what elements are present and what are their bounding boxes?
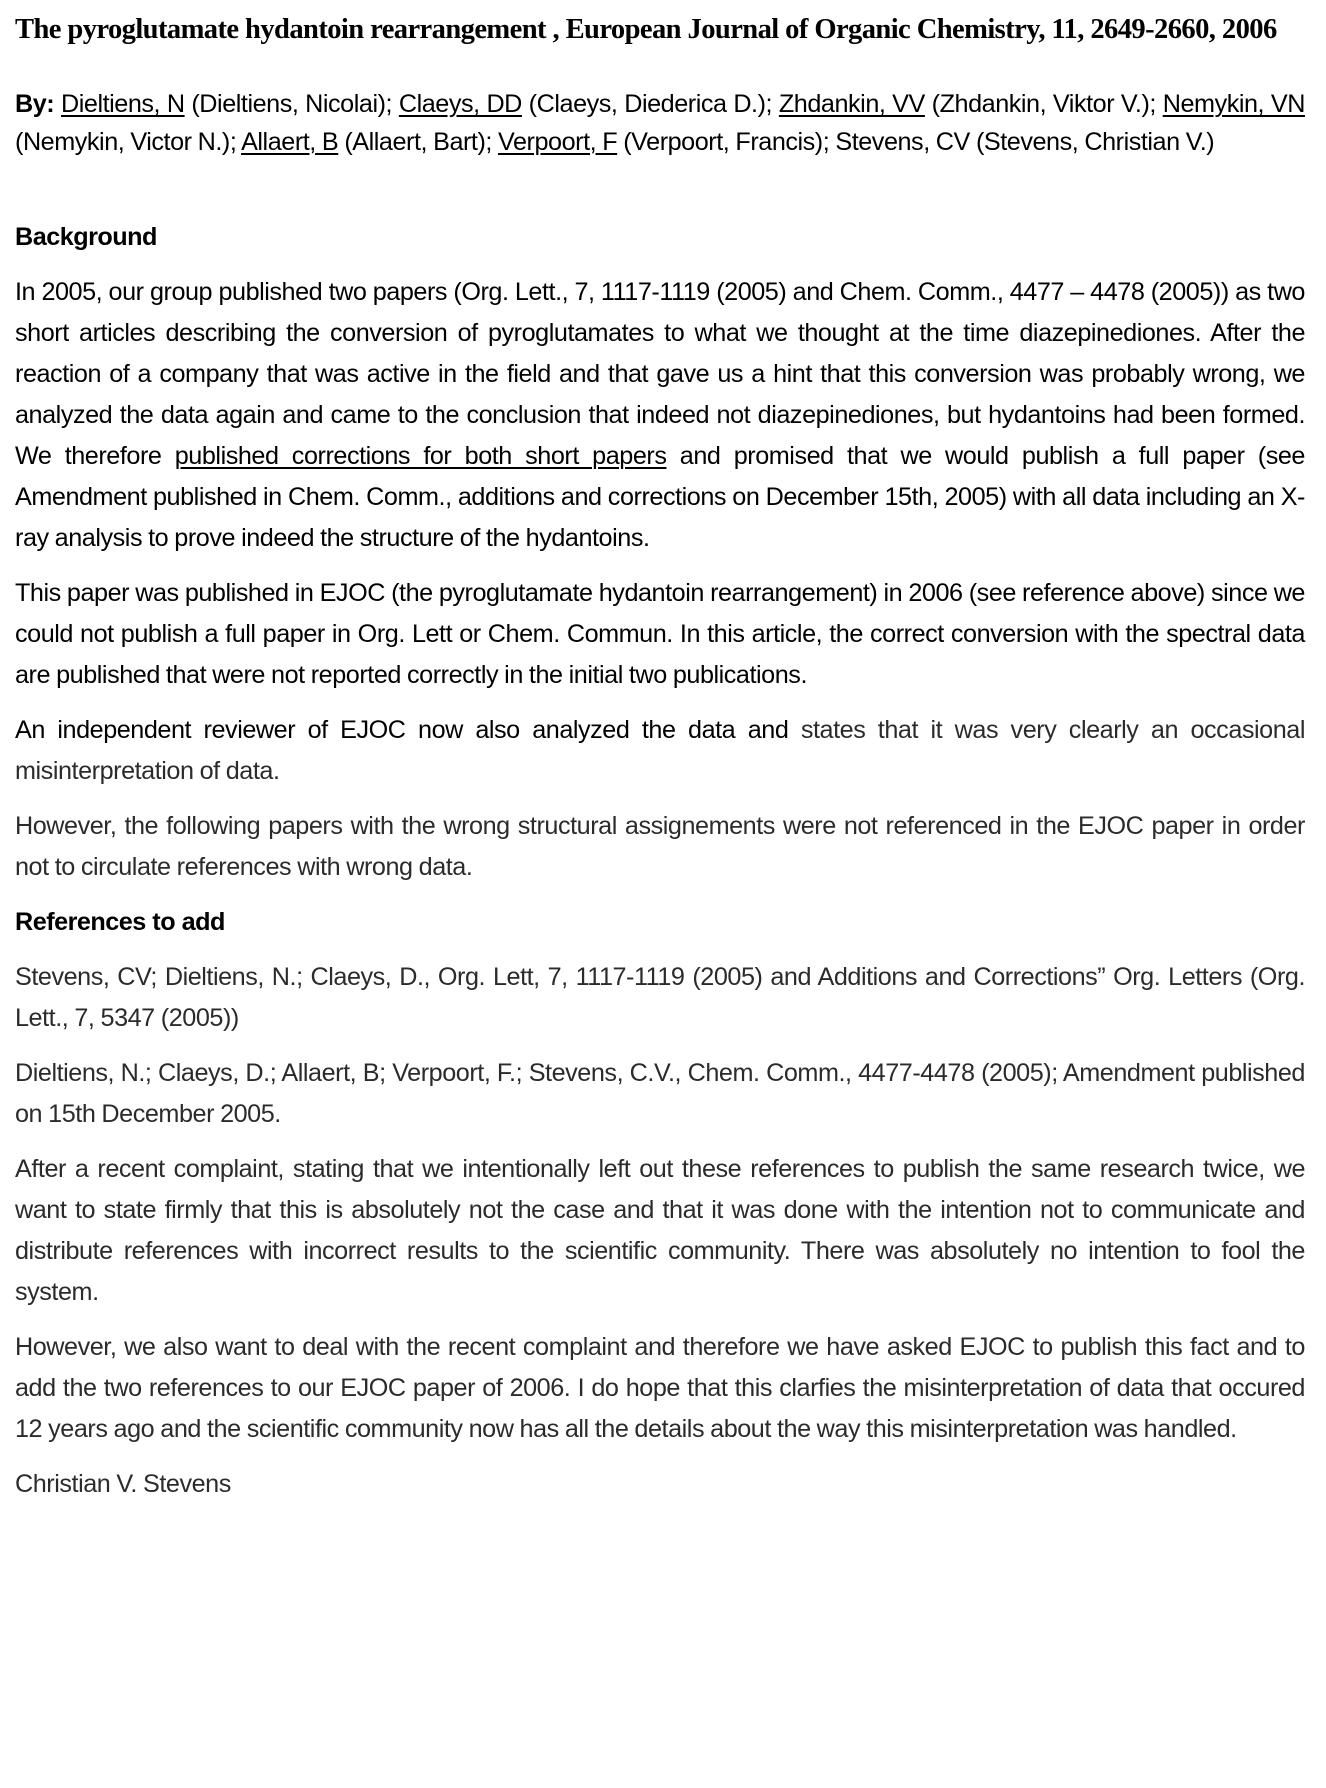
document-title: The pyroglutamate hydantoin rearrangement , European Journal of Organic Chemistry, 11, 2649-2660, 2006 bbox=[15, 13, 1277, 45]
closing-paragraph-2: However, we also want to deal with the recent complaint and therefore we have asked EJOC to publish this fact and to add the two references to our EJOC paper of 2006. I do hope that this clarfies the misinterpretation of data that occured 12 years ago and the scientific community now has all the details about the way this misinterpretation was handled. bbox=[15, 1333, 1305, 1443]
reference-item: Stevens, CV; Dieltiens, N.; Claeys, D., Org. Lett, 7, 1117-1119 (2005) and Additions and Corrections” Org. Letters (Org. Lett., 7, 5347 (2005)) bbox=[15, 963, 1305, 1032]
background-paragraph-3 bbox=[15, 710, 1305, 792]
author-fullname: (Zhdankin, Viktor V.); bbox=[924, 90, 1163, 118]
author-fullname: (Allaert, Bart); bbox=[338, 127, 499, 156]
author-link-zhdankin[interactable]: Zhdankin, VV bbox=[778, 90, 925, 118]
author-byline bbox=[15, 86, 1305, 161]
document-page bbox=[15, 12, 1305, 1505]
paragraph-text: In 2005, our group published two papers (Org. Lett., 7, 1117-1119 (2005) and Chem. Comm., 4477 – 4478 (2005)) as two short articles describing the conversion of pyroglutamates to what we thought at the time diazepinediones. After the reaction of a company that was active in the field and that gave us a hint that this conversion was probably wrong, we analyzed the data again and came to the conclusion that indeed not diazepinediones, but hydantoins had been formed. We therefore bbox=[15, 278, 1305, 470]
author-link-claeys[interactable]: Claeys, DD bbox=[398, 90, 522, 118]
author-link-allaert[interactable]: Allaert, B bbox=[241, 127, 339, 156]
author-fullname: (Nemykin, Victor N.); bbox=[15, 127, 242, 156]
author-fullname: (Verpoort, Francis); bbox=[617, 127, 836, 156]
author-link-nemykin[interactable]: Nemykin, VN bbox=[1162, 90, 1305, 118]
closing-paragraph-1: After a recent complaint, stating that we intentionally left out these references to publish the same research twice, we want to state firmly that this is absolutely not the case and that it was done with the intention not to communicate and distribute references with incorrect results to the scientific community. There was absolutely no intention to fool the system. bbox=[15, 1155, 1305, 1306]
corrections-link[interactable]: published corrections for both short papers bbox=[174, 442, 667, 470]
author-fullname: (Dieltiens, Nicolai); bbox=[184, 90, 399, 118]
author-stevens: Stevens, CV bbox=[835, 127, 970, 156]
author-fullname: (Claeys, Diederica D.); bbox=[521, 90, 779, 118]
author-link-verpoort[interactable]: Verpoort, F bbox=[498, 127, 618, 156]
signature: Christian V. Stevens bbox=[15, 1470, 231, 1498]
background-paragraph-4: However, the following papers with the wrong structural assignements were not referenced in the EJOC paper in order not to circulate references with wrong data. bbox=[15, 812, 1305, 881]
paragraph-text: An independent reviewer of EJOC now also analyzed the data and bbox=[15, 716, 801, 744]
author-link-dieltiens[interactable]: Dieltiens, N bbox=[61, 90, 185, 118]
reference-item: Dieltiens, N.; Claeys, D.; Allaert, B; Verpoort, F.; Stevens, C.V., Chem. Comm., 4477-4478 (2005); Amendment published on 15th December 2005. bbox=[15, 1059, 1305, 1128]
section-heading-background: Background bbox=[15, 223, 157, 251]
background-paragraph-2: This paper was published in EJOC (the pyroglutamate hydantoin rearrangement) in 2006 (see reference above) since we could not publish a full paper in Org. Lett or Chem. Commun. In this article, the correct conversion with the spectral data are published that were not reported correctly in the initial two publications. bbox=[15, 579, 1305, 689]
byline-label: By: bbox=[15, 90, 55, 118]
section-heading-references: References to add bbox=[15, 908, 225, 936]
author-fullname: (Stevens, Christian V.) bbox=[969, 127, 1215, 156]
paragraph-text: and promised that we would publish a full paper (see Amendment published in Chem. Comm., additions and corrections on December 15th, 2005) with all data including an X-ray analysis to prove indeed the structure of the hydantoins. bbox=[15, 442, 1305, 552]
paragraph-text: states that it was very clearly an occasional misinterpretation of data. bbox=[15, 716, 1305, 785]
background-paragraph-1 bbox=[15, 272, 1305, 559]
